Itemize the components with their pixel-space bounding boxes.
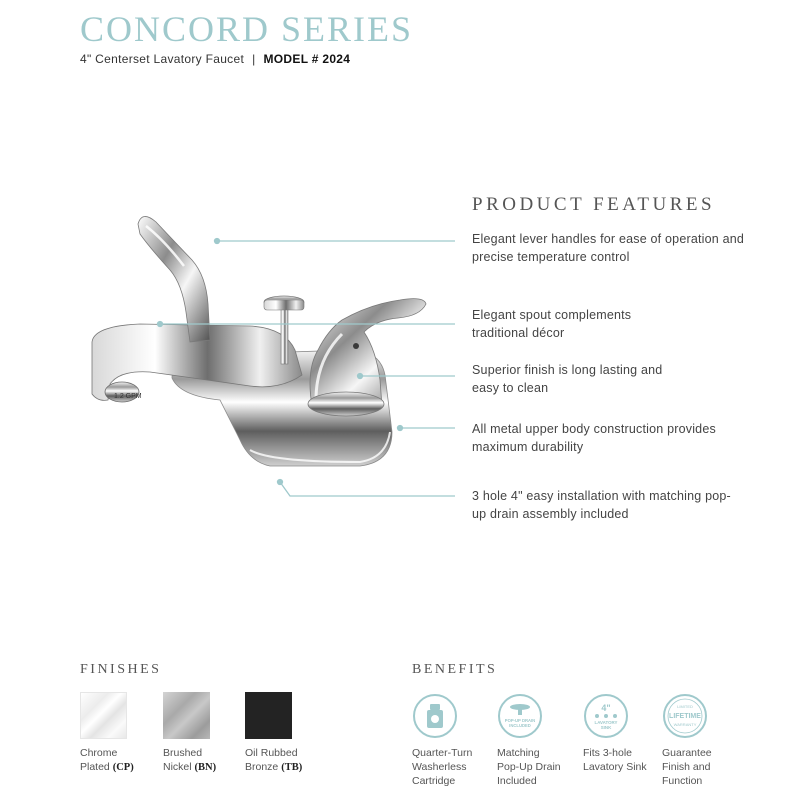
finish-label-brushed-nickel: Brushed Nickel (BN) [163, 747, 217, 773]
model-number: MODEL # 2024 [263, 52, 351, 66]
finish-label-oil-rubbed-bronze: Oil Rubbed Bronze (TB) [245, 747, 303, 773]
subtitle-separator: | [252, 52, 256, 66]
svg-text:LIFETIME: LIFETIME [669, 713, 701, 720]
feature-spout: Elegant spout complements traditional décor [472, 308, 632, 340]
svg-text:SINK: SINK [600, 725, 612, 730]
feature-body: All metal upper body construction provides maximum durability [472, 422, 716, 454]
swatch-brushed-nickel [163, 692, 210, 739]
aerator-marking: 1.2 GPM [114, 393, 142, 400]
benefit-label-drain: Matching Pop-Up Drain Included [497, 747, 561, 787]
feature-handles: Elegant lever handles for ease of operation and precise temperature control [472, 232, 745, 264]
svg-text:4": 4" [601, 703, 611, 713]
swatch-chrome [80, 692, 127, 739]
faucet-image [80, 200, 440, 490]
sink-icon [583, 693, 629, 739]
product-subtitle [80, 52, 350, 66]
product-type: 4" Centerset Lavatory Faucet [80, 52, 245, 66]
feature-finish: Superior finish is long lasting and easy to clean [472, 363, 663, 395]
finish-label-chrome: Chrome Plated (CP) [80, 747, 134, 773]
features-heading: PRODUCT FEATURES [472, 194, 716, 215]
svg-text:WARRANTY: WARRANTY [673, 722, 697, 727]
page-title: CONCORD SERIES [80, 9, 414, 49]
finishes-heading: FINISHES [80, 662, 162, 677]
benefit-label-cartridge: Quarter-Turn Washerless Cartridge [412, 747, 473, 787]
warranty-icon [662, 693, 708, 739]
svg-text:INCLUDED: INCLUDED [509, 723, 531, 728]
benefit-label-warranty: Guarantee Finish and Function [662, 747, 712, 787]
cartridge-icon [412, 693, 458, 739]
drain-icon [497, 693, 543, 739]
benefits-heading: BENEFITS [412, 662, 498, 677]
swatch-oil-rubbed-bronze [245, 692, 292, 739]
svg-text:LIMITED: LIMITED [677, 704, 693, 709]
benefit-label-sink: Fits 3-hole Lavatory Sink [583, 747, 647, 773]
svg-text:LAVATORY: LAVATORY [594, 720, 618, 725]
svg-text:POP-UP DRAIN: POP-UP DRAIN [504, 718, 536, 723]
feature-installation: 3 hole 4" easy installation with matching pop-up drain assembly included [472, 489, 731, 521]
